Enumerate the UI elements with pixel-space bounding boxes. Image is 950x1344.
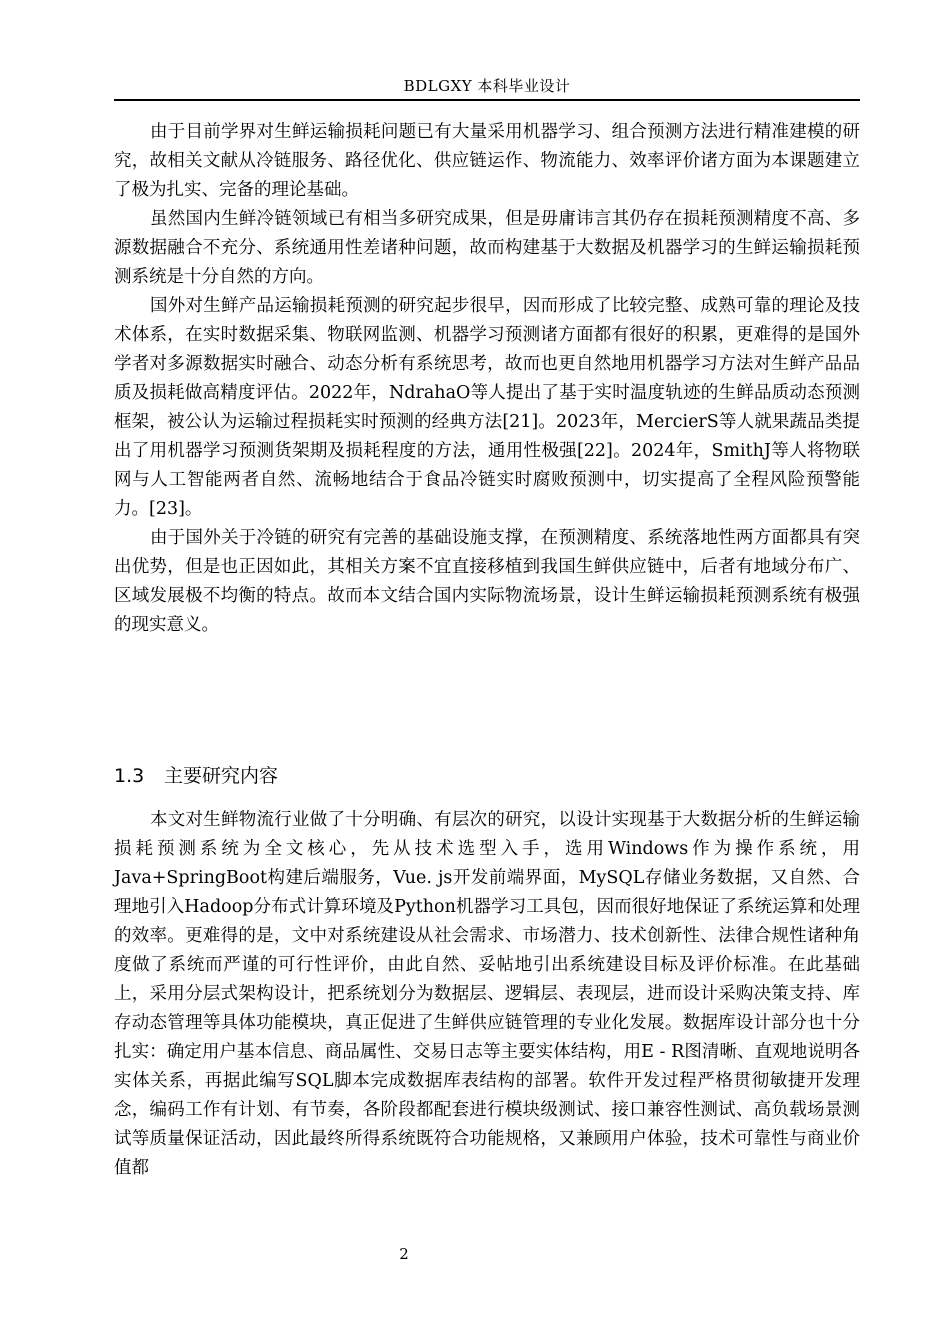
section-number: 1.3 [114,765,145,787]
section-heading [114,762,860,790]
paragraph: 国外对生鲜产品运输损耗预测的研究起步很早，因而形成了比较完整、成熟可靠的理论及技术体系，在实时数据采集、物联网监测、机器学习预测诸方面都有很好的积累，更难得的是国外学者对多源数据实时融合、动态分析有系统思考，故而也更自然地用机器学习方法对生鲜产品品质及损耗做高精度评估。2022年，NdrahaO等人提出了基于实时温度轨迹的生鲜品质动态预测框架，被公认为运输过程损耗实时预测的经典方法[21]。2023年，MercierS等人就果蔬品类提出了用机器学习预测货架期及损耗程度的方法，通用性极强[22]。2024年，SmithJ等人将物联网与人工智能两者自然、流畅地结合于食品冷链实时腐败预测中，切实提高了全程风险预警能力。[23]。 [114,296,860,519]
section-title: 主要研究内容 [164,765,279,787]
section-body-text [114,806,860,1183]
page-number: 2 [399,1245,409,1263]
paragraph: 由于国外关于冷链的研究有完善的基础设施支撑，在预测精度、系统落地性两方面都具有突出优势，但是也正因如此，其相关方案不宜直接移植到我国生鲜供应链中，后者有地域分布广、区域发展极不均衡的特点。故而本文结合国内实际物流场景，设计生鲜运输损耗预测系统有极强的现实意义。 [114,528,860,635]
paragraph: 由于目前学界对生鲜运输损耗问题已有大量采用机器学习、组合预测方法进行精准建模的研究，故相关文献从冷链服务、路径优化、供应链运作、物流能力、效率评价诸方面为本课题建立了极为扎实、完备的理论基础。 [114,122,860,200]
paragraph: 本文对生鲜物流行业做了十分明确、有层次的研究，以设计实现基于大数据分析的生鲜运输损耗预测系统为全文核心，先从技术选型入手，选用Windows作为操作系统，用Java+SpringBoot构建后端服务，Vue. js开发前端界面，MySQL存储业务数据，又自然、合理地引入Hadoop分布式计算环境及Python机器学习工具包，因而很好地保证了系统运算和处理的效率。更难得的是，文中对系统建设从社会需求、市场潜力、技术创新性、法律合规性诸种角度做了系统而严谨的可行性评价，由此自然、妥帖地引出系统建设目标及评价标准。在此基础上，采用分层式架构设计，把系统划分为数据层、逻辑层、表现层，进而设计采购决策支持、库存动态管理等具体功能模块，真正促进了生鲜供应链管理的专业化发展。数据库设计部分也十分扎实：确定用户基本信息、商品属性、交易日志等主要实体结构，用E - R图清晰、直观地说明各实体关系，再据此编写SQL脚本完成数据库表结构的部署。软件开发过程严格贯彻敏捷开发理念，编码工作有计划、有节奏，各阶段都配套进行模块级测试、接口兼容性测试、高负载场景测试等质量保证活动，因此最终所得系统既符合功能规格，又兼顾用户体验，技术可靠性与商业价值都 [114,810,860,1178]
header-divider [114,99,860,101]
paragraph: 虽然国内生鲜冷链领域已有相当多研究成果，但是毋庸讳言其仍存在损耗预测精度不高、多源数据融合不充分、系统通用性差诸种问题，故而构建基于大数据及机器学习的生鲜运输损耗预测系统是十分自然的方向。 [114,209,860,287]
body-text [114,118,860,640]
running-header: BDLGXY 本科毕业设计 [403,77,571,95]
